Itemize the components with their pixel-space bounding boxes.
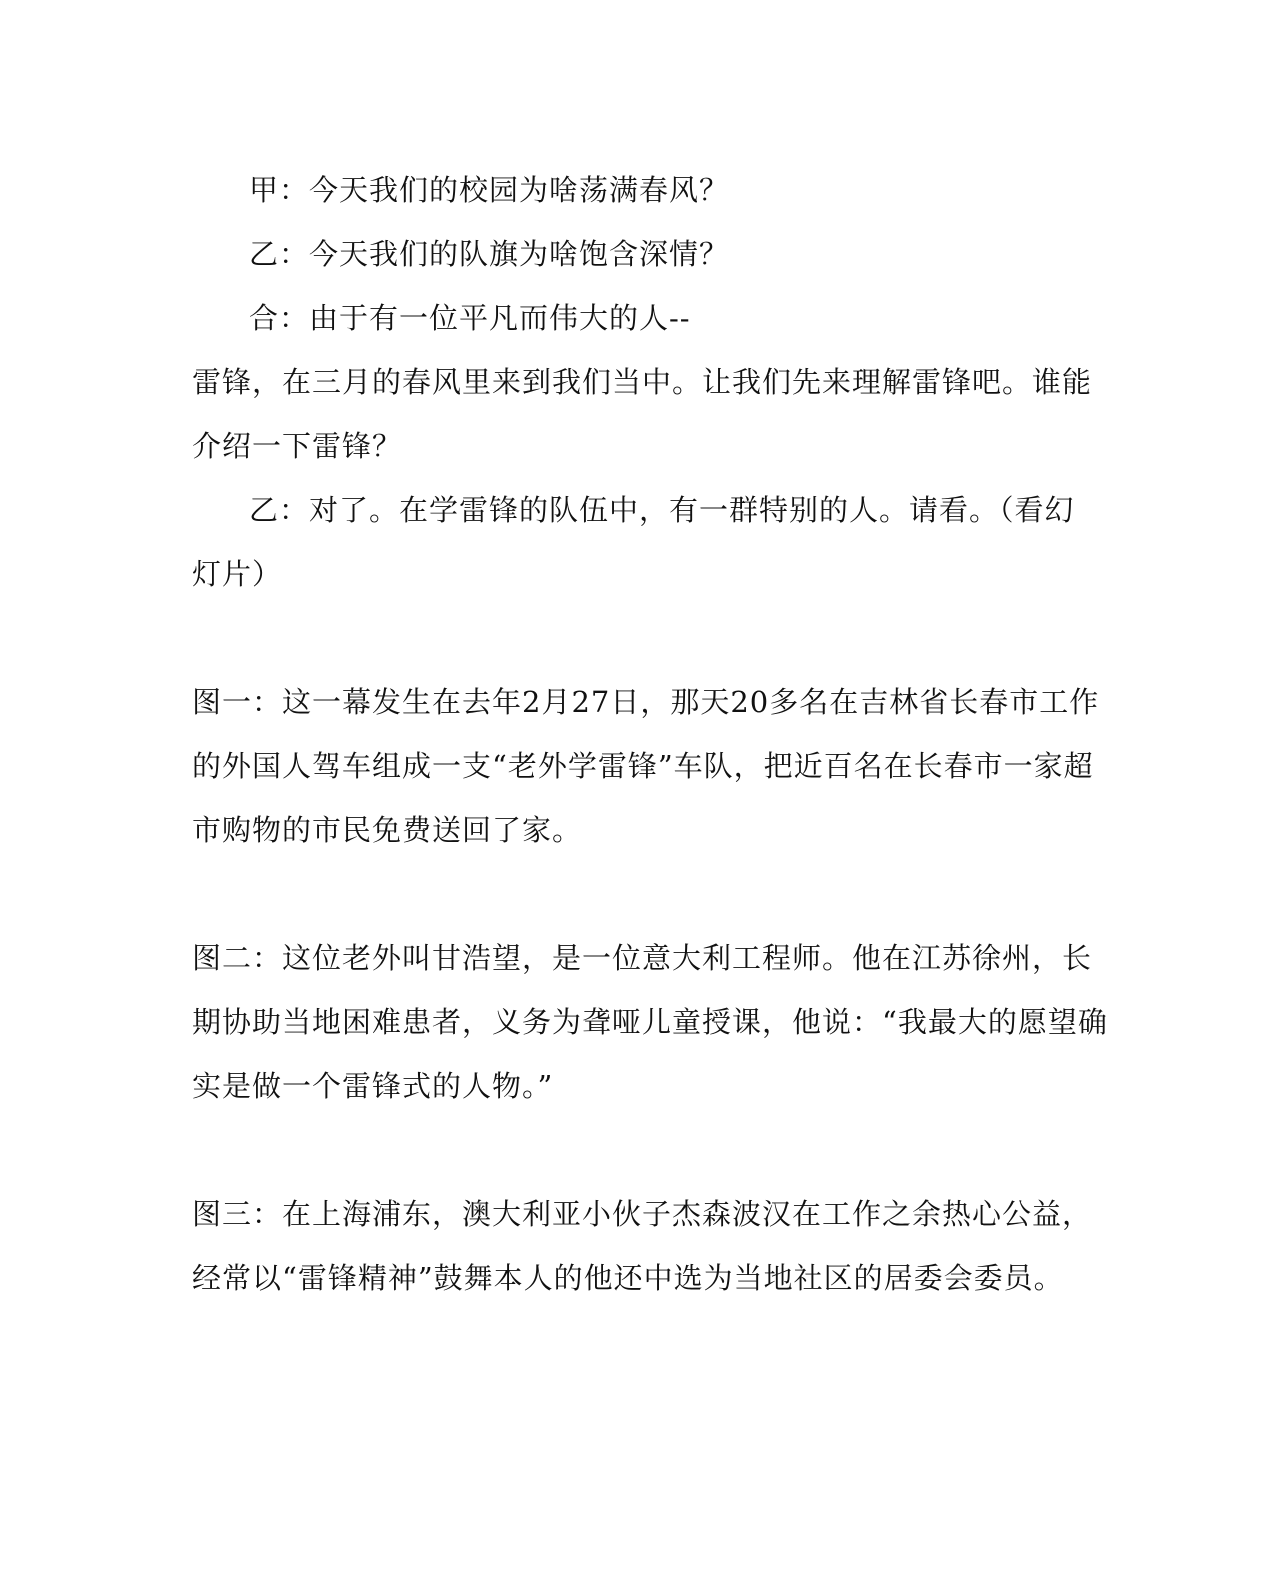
paragraph-line: 雷锋，在三月的春风里来到我们当中。让我们先来理解雷锋吧。谁能 xyxy=(192,365,1093,399)
paragraph-line: 介绍一下雷锋？ xyxy=(192,429,403,463)
dialogue-line-yi-2: 乙：对了。在学雷锋的队伍中，有一群特别的人。请看。（看幻 xyxy=(249,493,1075,527)
figure-two-line: 图二：这位老外叫甘浩望，是一位意大利工程师。他在江苏徐州，长 xyxy=(192,941,1093,975)
figure-three-line: 经常以“雷锋精神”鼓舞本人的他还中选为当地社区的居委会委员。 xyxy=(192,1261,1064,1295)
figure-one-line: 的外国人驾车组成一支“老外学雷锋”车队，把近百名在长春市一家超 xyxy=(192,749,1094,783)
figure-three-line: 图三：在上海浦东，澳大利亚小伙子杰森波汉在工作之余热心公益， xyxy=(192,1197,1093,1231)
paragraph-line: 灯片） xyxy=(192,557,283,591)
figure-one-line: 市购物的市民免费送回了家。 xyxy=(192,813,583,847)
dialogue-line-yi: 乙：今天我们的队旗为啥饱含深情？ xyxy=(249,237,730,271)
figure-one-line: 图一：这一幕发生在去年2月27日，那天20多名在吉林省长春市工作 xyxy=(192,685,1100,719)
figure-two-line: 实是做一个雷锋式的人物。” xyxy=(192,1069,554,1103)
dialogue-line-jia: 甲：今天我们的校园为啥荡满春风？ xyxy=(249,173,730,207)
figure-two-line: 期协助当地困难患者，义务为聋哑儿童授课，他说：“我最大的愿望确 xyxy=(192,1005,1108,1039)
dialogue-line-he: 合：由于有一位平凡而伟大的人-- xyxy=(249,301,691,335)
